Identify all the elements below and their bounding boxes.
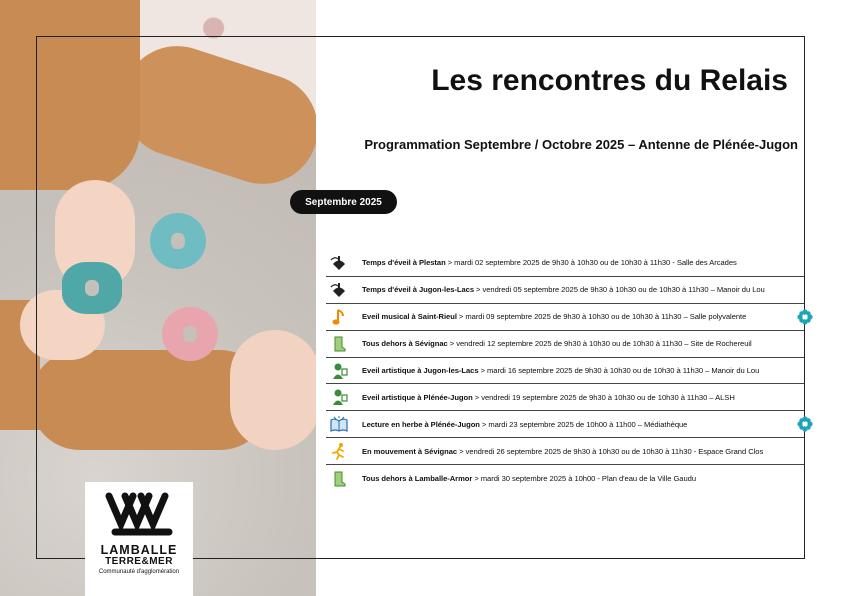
event-text	[362, 393, 735, 402]
event-details: > vendredi 12 septembre 2025 de 9h30 à 10h30 ou de 10h30 à 11h30 – Site de Rochereuil	[447, 339, 752, 349]
event-text	[362, 312, 746, 321]
month-badge: Septembre 2025	[290, 190, 397, 214]
event-row	[326, 331, 804, 358]
music-note-icon	[328, 308, 350, 326]
event-row	[326, 465, 804, 492]
spinning-top-icon	[328, 281, 350, 299]
painter-icon	[328, 388, 350, 406]
event-details: > mardi 02 septembre 2025 de 9h30 à 10h30 ou de 10h30 à 11h30 - Salle des Arcades	[445, 258, 737, 268]
book-icon	[328, 415, 350, 433]
event-title: Temps d'éveil à Plestan	[362, 258, 446, 268]
logo-text-line2: TERRE&MER	[105, 556, 173, 567]
flower-icon	[797, 309, 813, 325]
painter-icon	[328, 362, 350, 380]
event-details: > vendredi 19 septembre 2025 de 9h30 à 10h30 ou de 10h30 à 11h30 – ALSH	[472, 392, 735, 402]
event-title: Tous dehors à Sévignac	[362, 339, 448, 349]
event-row	[326, 358, 804, 385]
event-row	[326, 384, 804, 411]
event-details: > mardi 23 septembre 2025 de 10h00 à 11h00 – Médiathèque	[479, 419, 688, 429]
event-text	[362, 474, 696, 483]
event-row	[326, 438, 804, 465]
event-title: Eveil musical à Saint-Rieul	[362, 312, 457, 322]
boot-icon	[328, 335, 350, 353]
event-text	[362, 366, 759, 375]
event-row	[326, 250, 804, 277]
event-text	[362, 285, 765, 294]
logo-text-line3: Communauté d'agglomération	[98, 569, 180, 575]
event-title: En mouvement à Sévignac	[362, 446, 458, 456]
event-title: Temps d'éveil à Jugon-les-Lacs	[362, 285, 474, 295]
page-subtitle: Programmation Septembre / Octobre 2025 – Antenne de Plénée-Jugon	[364, 137, 798, 152]
spinning-top-icon	[328, 254, 350, 272]
event-details: > mardi 30 septembre 2025 à 10h00 - Plan d'eau de la Ville Gaudu	[472, 474, 696, 484]
event-details: > mardi 16 septembre 2025 de 9h30 à 10h30 ou de 10h30 à 11h30 – Manoir du Lou	[478, 366, 760, 375]
event-text	[362, 420, 687, 429]
running-person-icon	[328, 442, 350, 460]
event-row	[326, 411, 804, 438]
event-title: Lecture en herbe à Plénée-Jugon	[362, 419, 480, 429]
event-text	[362, 447, 763, 456]
event-details: > vendredi 26 septembre 2025 de 9h30 à 10h30 ou de 10h30 à 11h30 - Espace Grand Clos	[457, 446, 764, 456]
event-details: > mardi 09 septembre 2025 de 9h30 à 10h30 ou de 10h30 à 11h30 – Salle polyvalente	[456, 312, 747, 322]
event-title: Eveil artistique à Plénée-Jugon	[362, 392, 473, 402]
boot-icon	[328, 470, 350, 488]
event-row	[326, 277, 804, 304]
event-title: Eveil artistique à Jugon-les-Lacs	[362, 366, 479, 375]
lamballe-logo	[85, 482, 193, 596]
event-row	[326, 304, 804, 331]
event-text	[362, 258, 737, 267]
event-details: > vendredi 05 septembre 2025 de 9h30 à 10h30 ou de 10h30 à 11h30 – Manoir du Lou	[474, 285, 765, 295]
page-title: Les rencontres du Relais	[431, 64, 788, 97]
event-list	[326, 250, 804, 492]
logo-text-line1: LAMBALLE	[100, 543, 178, 557]
logo-mark-icon	[85, 482, 193, 542]
event-title: Tous dehors à Lamballe-Armor	[362, 474, 473, 484]
flower-icon	[797, 416, 813, 432]
event-text	[362, 339, 752, 348]
